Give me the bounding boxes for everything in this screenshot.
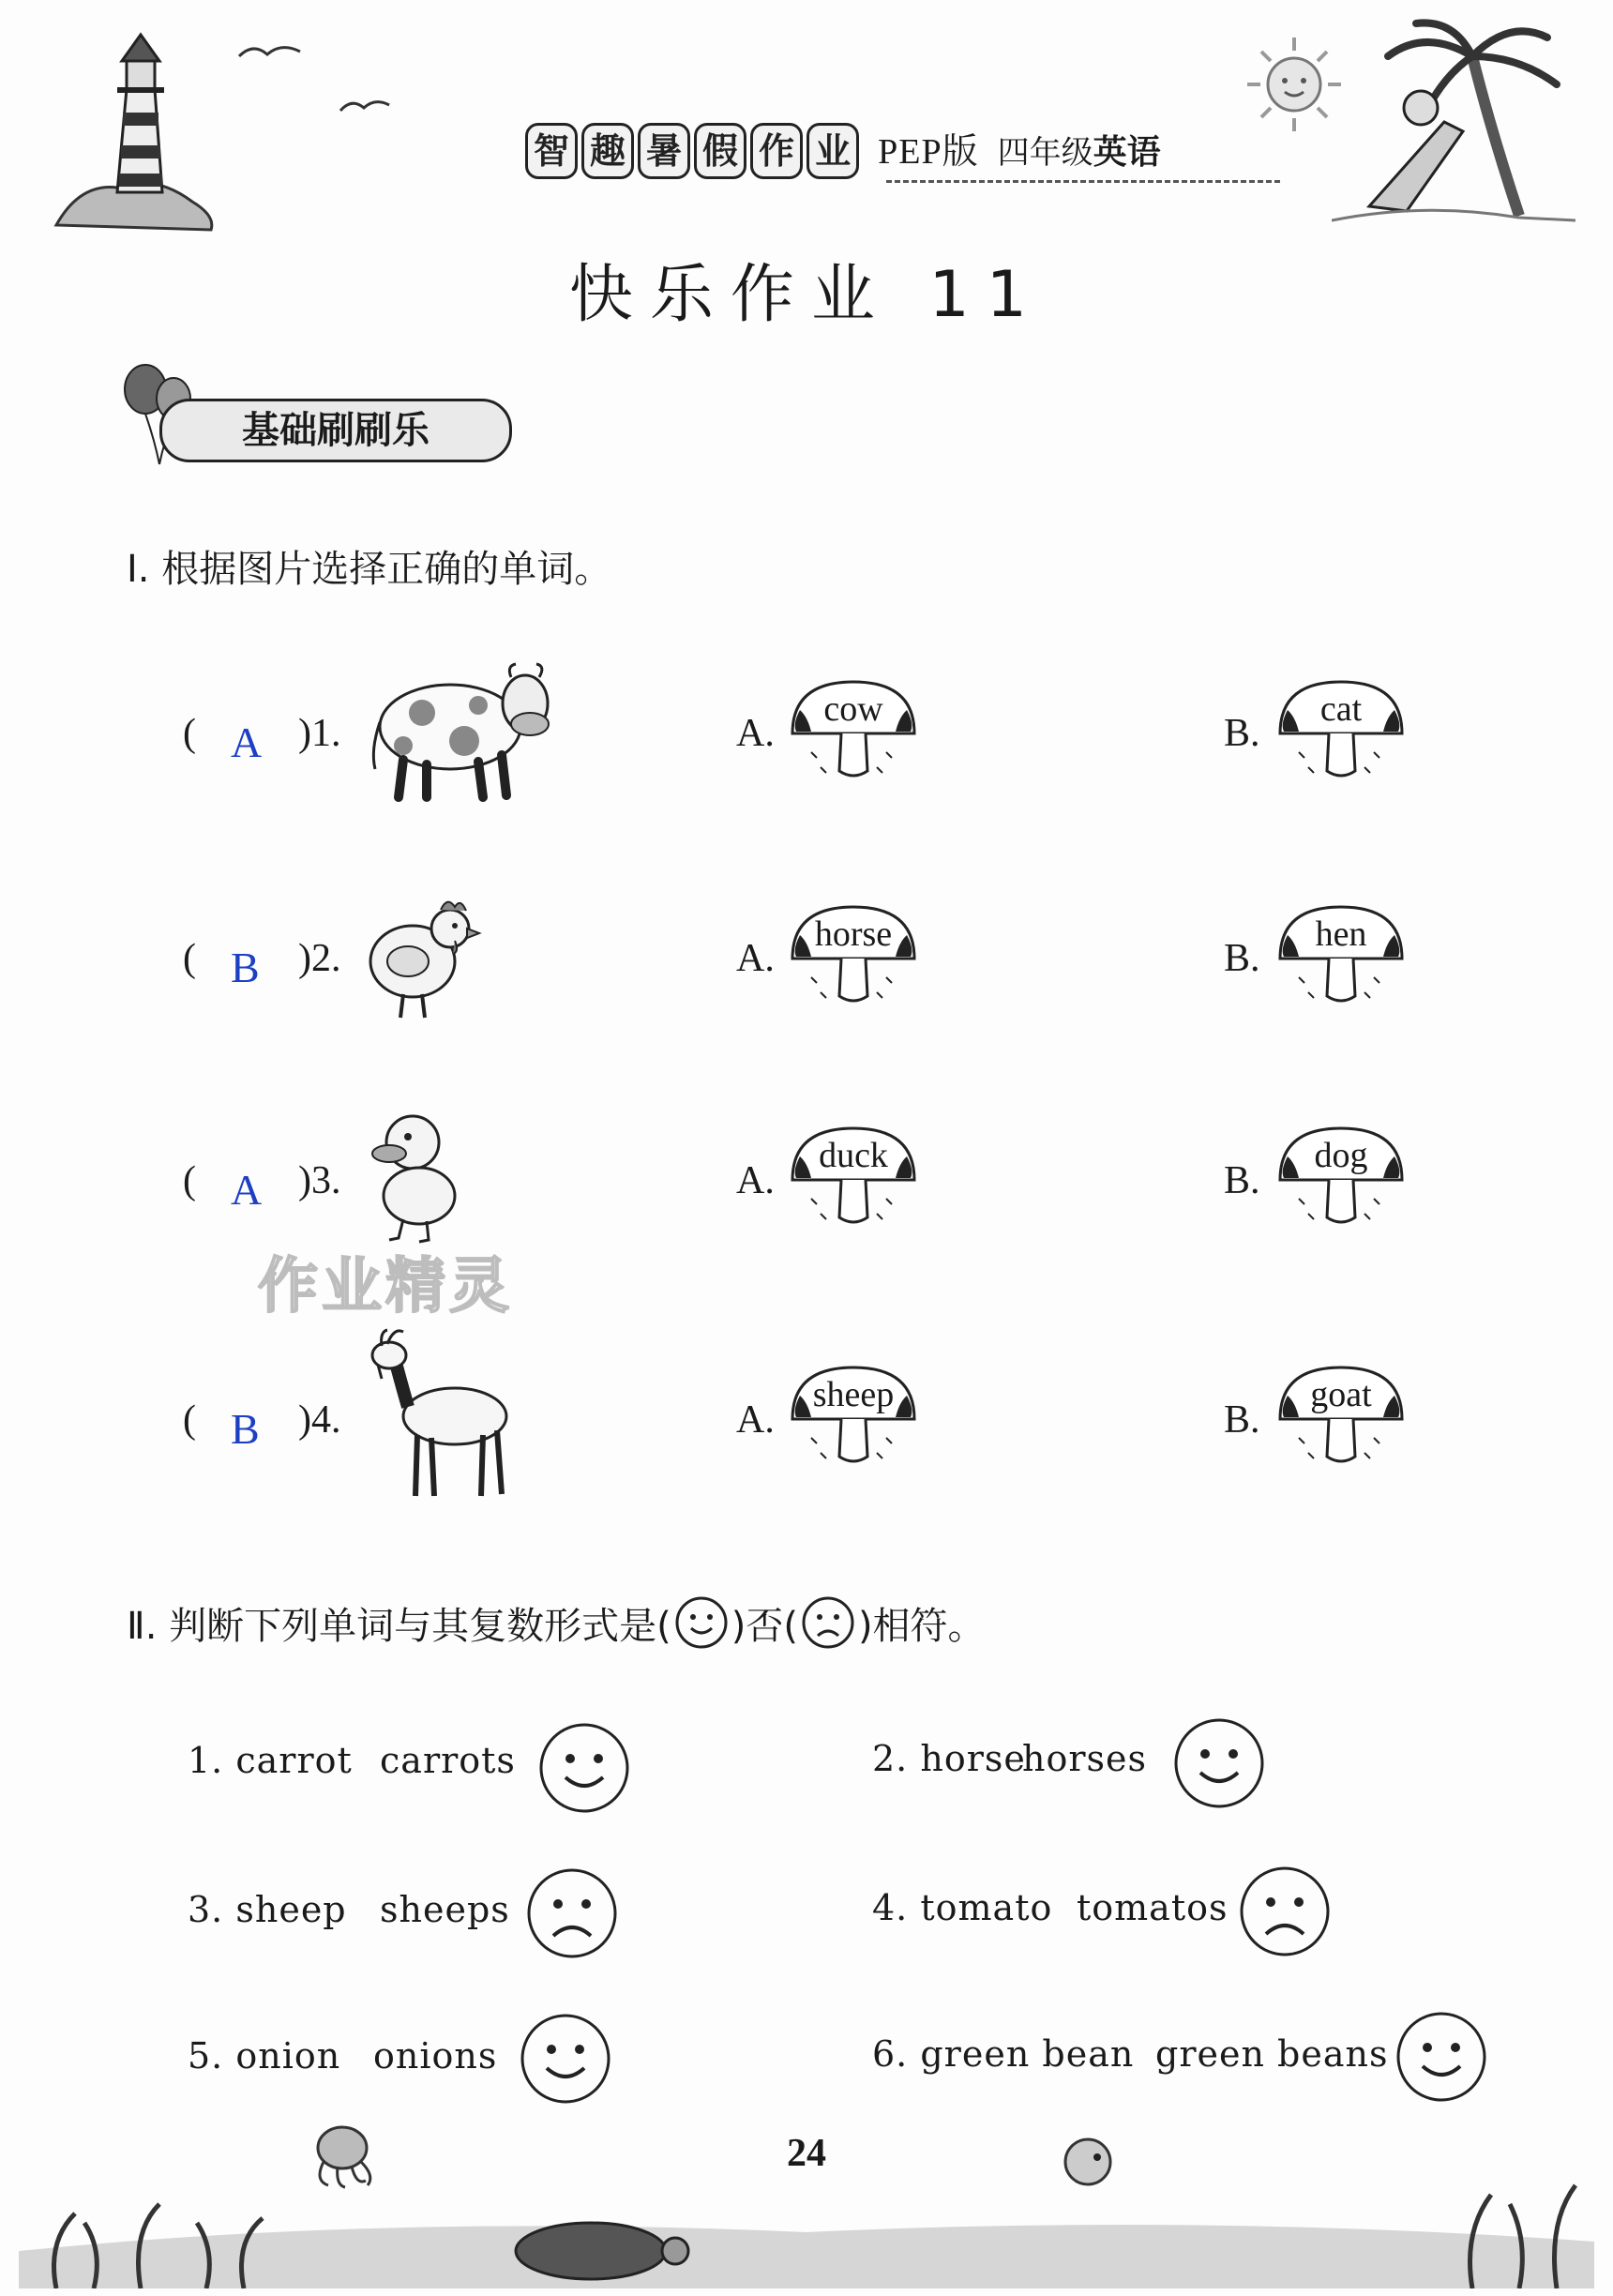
hen-icon: [361, 886, 483, 1027]
duck-icon: [361, 1107, 464, 1247]
answer-blank[interactable]: A: [231, 1166, 263, 1214]
pair-item: [188, 1889, 347, 1930]
page-number: 24: [787, 2132, 826, 2175]
option-b-mushroom[interactable]: [1271, 677, 1411, 790]
section-banner: 基础刷刷乐: [159, 399, 512, 462]
brand-char: 作: [750, 123, 803, 179]
octopus-icon: [318, 2127, 370, 2187]
brand-char: 趣: [581, 123, 634, 179]
option-b-mushroom[interactable]: [1271, 1363, 1411, 1475]
option-a-word: sheep: [812, 1375, 895, 1414]
frown-face-icon[interactable]: [525, 1866, 619, 1960]
open-paren: (: [183, 1159, 196, 1202]
option-b-label: B.: [1224, 1398, 1260, 1442]
question-num: 4.: [311, 1398, 341, 1442]
brand-char: 智: [525, 123, 578, 179]
answer-blank[interactable]: B: [231, 944, 260, 991]
instruction-text: )否(: [731, 1604, 798, 1648]
smile-face-icon[interactable]: [537, 1721, 631, 1815]
palm-tree-beach-chair-icon: [1332, 19, 1575, 225]
seabed-decoration: [19, 2110, 1594, 2288]
plural-word: tomatos: [1077, 1887, 1229, 1928]
smile-face-icon[interactable]: [519, 2012, 612, 2106]
pair-item: [872, 2033, 1134, 2075]
option-a-word: cow: [823, 689, 883, 729]
option-a-mushroom[interactable]: [783, 1363, 924, 1475]
singular-word: onion: [235, 2035, 341, 2077]
brand-char: 假: [694, 123, 746, 179]
question-number: )2.: [298, 937, 341, 980]
plural-word: horses: [1022, 1738, 1148, 1779]
item-number: 5.: [188, 2035, 224, 2077]
option-b-mushroom[interactable]: [1271, 1124, 1411, 1236]
part2-instruction: [127, 1594, 986, 1651]
option-b-mushroom[interactable]: [1271, 902, 1411, 1015]
part1-instruction: Ⅰ. 根据图片选择正确的单词。: [127, 548, 612, 591]
open-paren: (: [183, 1398, 196, 1442]
brand-char: 业: [806, 123, 859, 179]
option-b-word: dog: [1314, 1136, 1368, 1175]
pair-item: [872, 1738, 1026, 1779]
pair-item: [872, 1887, 1052, 1928]
question-number: )4.: [298, 1398, 341, 1442]
item-number: 1.: [188, 1740, 224, 1781]
option-b-label: B.: [1224, 1159, 1260, 1202]
option-a-word: duck: [819, 1136, 888, 1175]
question-row: [183, 711, 196, 756]
option-a-mushroom[interactable]: [783, 677, 924, 790]
edition-label: PEP版: [878, 132, 979, 172]
header-divider: [886, 180, 1280, 183]
plural-word: sheeps: [380, 1889, 510, 1930]
item-number: 2.: [872, 1738, 909, 1779]
header-banner: [525, 122, 1161, 179]
option-b-label: B.: [1224, 712, 1260, 755]
option-b-word: cat: [1319, 689, 1363, 729]
option-a-word: horse: [814, 914, 893, 954]
grade-subject: 英语: [1093, 133, 1161, 172]
option-a-label: A.: [736, 1398, 775, 1442]
option-b-word: goat: [1310, 1375, 1372, 1414]
brand-char: 暑: [638, 123, 690, 179]
option-a-label: A.: [736, 712, 775, 755]
plural-word: onions: [373, 2035, 498, 2077]
singular-word: carrot: [235, 1740, 353, 1781]
instruction-text: )相符。: [857, 1604, 986, 1648]
goat-icon: [361, 1327, 520, 1505]
option-a-label: A.: [736, 1159, 775, 1202]
question-num: 2.: [311, 937, 341, 980]
cow-icon: [366, 657, 563, 811]
option-a-label: A.: [736, 937, 775, 980]
lighthouse-icon: [52, 23, 220, 239]
singular-word: horse: [920, 1738, 1026, 1779]
option-a-mushroom[interactable]: [783, 1124, 924, 1236]
seagull-icon: [234, 38, 309, 66]
plural-word: green beans: [1155, 2033, 1389, 2075]
item-number: 6.: [872, 2033, 909, 2075]
smile-face-icon[interactable]: [1172, 1716, 1266, 1810]
instruction-text: Ⅱ. 判断下列单词与其复数形式是(: [127, 1604, 671, 1648]
question-number: )1.: [298, 712, 341, 755]
brand-title: [525, 123, 859, 179]
frown-face-icon: [800, 1594, 856, 1651]
plural-word: carrots: [380, 1740, 516, 1781]
option-a-mushroom[interactable]: [783, 902, 924, 1015]
frown-face-icon[interactable]: [1238, 1865, 1332, 1958]
seagull-icon: [338, 94, 394, 116]
answer-blank[interactable]: B: [231, 1405, 260, 1453]
smile-face-icon: [673, 1594, 730, 1651]
singular-word: tomato: [920, 1887, 1053, 1928]
smile-face-icon[interactable]: [1394, 2010, 1488, 2104]
grade-label: [998, 126, 1161, 174]
question-num: 3.: [311, 1159, 341, 1202]
singular-word: green bean: [920, 2033, 1135, 2075]
item-number: 4.: [872, 1887, 909, 1928]
grade-prefix: 四年级: [997, 134, 1093, 172]
item-number: 3.: [188, 1889, 224, 1930]
question-number: )3.: [298, 1159, 341, 1202]
singular-word: sheep: [235, 1889, 347, 1930]
answer-blank[interactable]: A: [231, 718, 263, 766]
pair-item: [188, 2035, 340, 2077]
open-paren: (: [183, 937, 196, 980]
question-num: 1.: [311, 712, 341, 755]
watermark: 作业精灵: [258, 1252, 513, 1322]
pufferfish-icon: [1065, 2139, 1110, 2184]
option-b-word: hen: [1315, 914, 1367, 954]
pair-item: [188, 1740, 353, 1781]
open-paren: (: [183, 712, 196, 755]
option-b-label: B.: [1224, 937, 1260, 980]
page-title: 快乐作业 11: [568, 258, 1045, 332]
